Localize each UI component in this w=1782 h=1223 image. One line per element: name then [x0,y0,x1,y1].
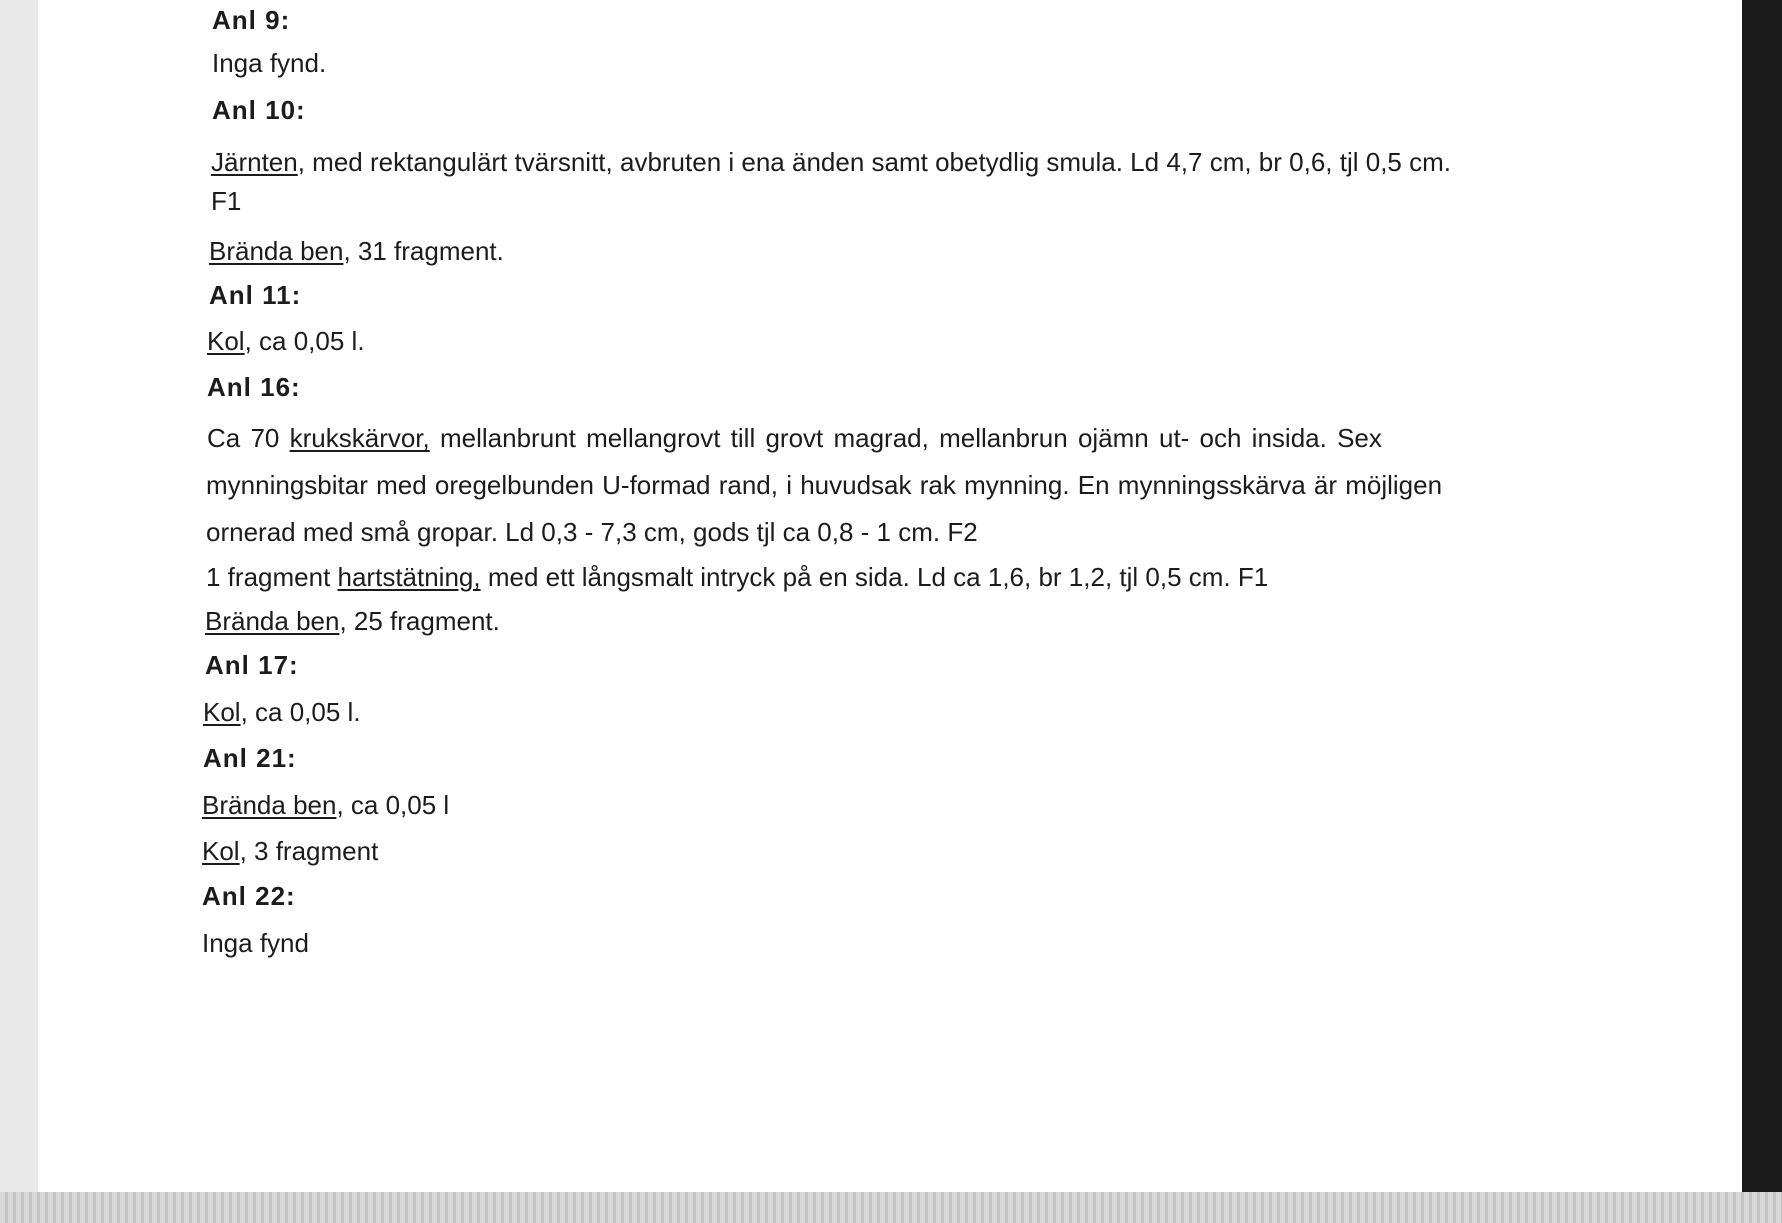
term-kol-3: Kol [202,836,240,866]
document-page [38,0,1742,1192]
line-anl-9-finds: Inga fynd. [212,48,327,78]
term-kol-1: Kol [207,326,245,356]
line-branda-ben-3 [202,790,449,820]
line-jarnten-cont: F1 [211,186,242,216]
desc-kol-2: , ca 0,05 l. [240,697,361,727]
term-branda-ben-1: Brända ben [209,236,344,266]
heading-anl-16: Anl 16: [207,372,301,402]
line-krukskarvor-cont-1: mynningsbitar med oregelbunden U-formad rand, i huvudsak rak mynning. En mynningsskärva är möjligen [206,470,1443,500]
line-branda-ben-2 [205,606,500,636]
heading-anl-11: Anl 11: [209,280,302,310]
line-kol-1 [207,326,365,356]
desc-hartstatning: med ett långsmalt intryck på en sida. Ld ca 1,6, br 1,2, tjl 0,5 cm. F1 [480,562,1269,592]
line-branda-ben-1 [209,236,504,266]
term-kol-2: Kol [203,697,241,727]
line-jarnten [211,147,1451,177]
scan-left-margin [0,0,38,1192]
line-hartstatning [206,562,1268,592]
term-hartstatning: hartstätning, [337,562,481,592]
line-krukskarvor [207,423,1382,453]
desc-branda-ben-1: , 31 fragment. [343,236,504,266]
heading-anl-9: Anl 9: [212,5,291,35]
line-anl-22-finds: Inga fynd [202,928,309,958]
desc-jarnten: , med rektangulärt tvärsnitt, avbruten i ena änden samt obetydlig smula. Ld 4,7 cm, br 0,6, tjl 0,5 cm. [297,147,1451,177]
lead-hartstatning: 1 fragment [206,562,338,592]
heading-anl-21: Anl 21: [203,743,297,773]
scan-bottom-edge [0,1192,1782,1223]
desc-kol-3: , 3 fragment [239,836,379,866]
desc-branda-ben-3: , ca 0,05 l [336,790,450,820]
desc-branda-ben-2: , 25 fragment. [339,606,500,636]
heading-anl-17: Anl 17: [205,650,299,680]
term-krukskarvor: krukskärvor, [289,423,430,453]
line-krukskarvor-cont-2: ornerad med små gropar. Ld 0,3 - 7,3 cm, gods tjl ca 0,8 - 1 cm. F2 [206,517,978,547]
scan-right-edge [1742,0,1782,1223]
lead-krukskarvor: Ca 70 [207,423,290,453]
line-kol-3 [202,836,378,866]
heading-anl-10: Anl 10: [212,95,306,125]
line-kol-2 [203,697,361,727]
term-jarnten: Järnten [211,147,298,177]
desc-kol-1: , ca 0,05 l. [244,326,365,356]
desc-krukskarvor: mellanbrunt mellangrovt till grovt magrad, mellanbrun ojämn ut- och insida. Sex [429,423,1382,453]
term-branda-ben-3: Brända ben [202,790,337,820]
heading-anl-22: Anl 22: [202,881,296,911]
term-branda-ben-2: Brända ben [205,606,340,636]
